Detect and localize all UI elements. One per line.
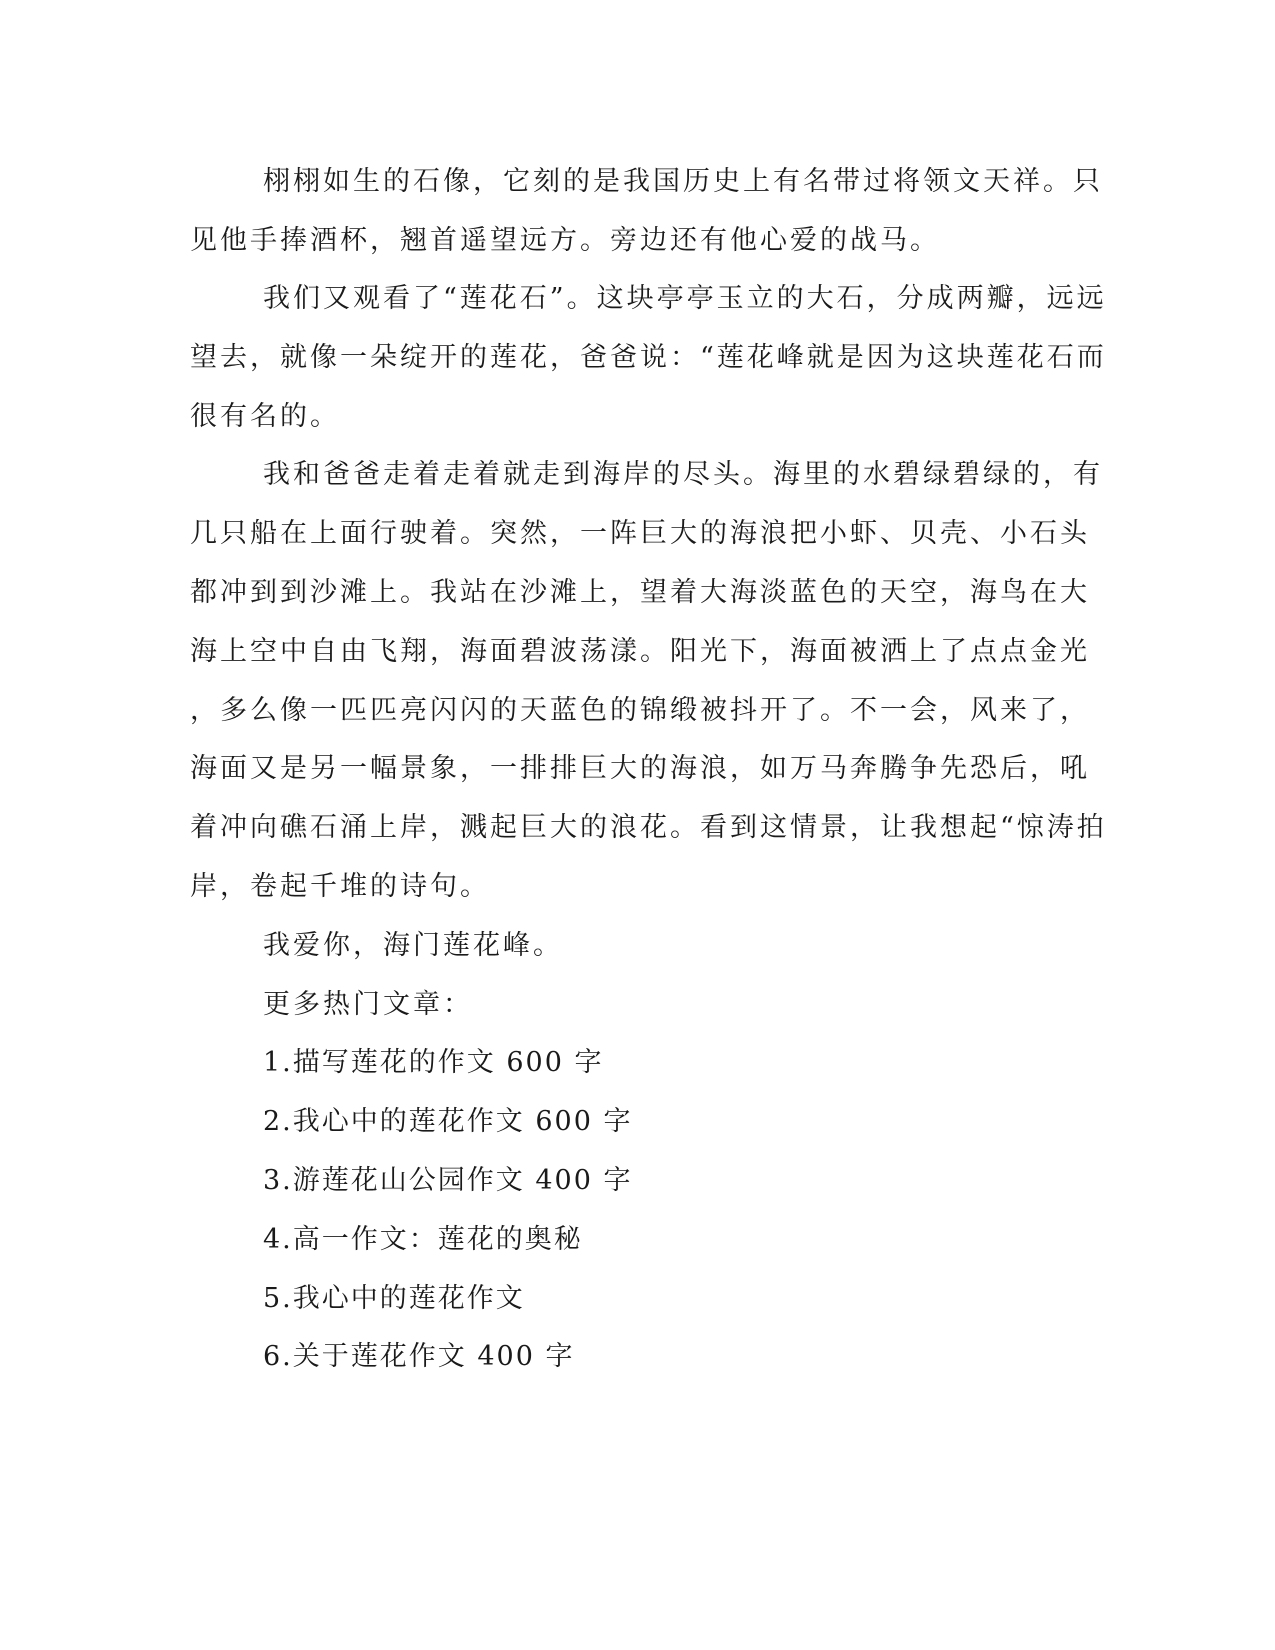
paragraph-3-line-8: 岸，卷起千堆的诗句。 bbox=[190, 871, 490, 902]
paragraph-1-line-2: 见他手捧酒杯，翘首遥望远方。旁边还有他心爱的战马。 bbox=[190, 225, 940, 256]
article-link[interactable]: 1.描写莲花的作文 600 字 bbox=[263, 1047, 604, 1078]
paragraph-3-line-2: 几只船在上面行驶着。突然，一阵巨大的海浪把小虾、贝壳、小石头 bbox=[190, 518, 1090, 549]
more-articles-heading: 更多热门文章： bbox=[263, 989, 473, 1020]
paragraph-2-line-3: 很有名的。 bbox=[190, 401, 340, 432]
paragraph-2-line-2: 望去，就像一朵绽开的莲花，爸爸说：“莲花峰就是因为这块莲花石而 bbox=[190, 342, 1107, 373]
article-link[interactable]: 6.关于莲花作文 400 字 bbox=[263, 1341, 575, 1372]
paragraph-3-line-5: ，多么像一匹匹亮闪闪的天蓝色的锦缎被抖开了。不一会，风来了， bbox=[190, 695, 1090, 726]
paragraph-4-line-1: 我爱你，海门莲花峰。 bbox=[263, 930, 563, 961]
article-link[interactable]: 3.游莲花山公园作文 400 字 bbox=[263, 1165, 633, 1196]
paragraph-3-line-3: 都冲到到沙滩上。我站在沙滩上，望着大海淡蓝色的天空，海鸟在大 bbox=[190, 577, 1090, 608]
paragraph-3-line-1: 我和爸爸走着走着就走到海岸的尽头。海里的水碧绿碧绿的，有 bbox=[263, 459, 1103, 490]
article-link[interactable]: 4.高一作文：莲花的奥秘 bbox=[263, 1224, 583, 1255]
paragraph-3-line-4: 海上空中自由飞翔，海面碧波荡漾。阳光下，海面被洒上了点点金光 bbox=[190, 636, 1090, 667]
paragraph-3-line-6: 海面又是另一幅景象，一排排巨大的海浪，如万马奔腾争先恐后，吼 bbox=[190, 753, 1090, 784]
paragraph-1-line-1: 栩栩如生的石像，它刻的是我国历史上有名带过将领文天祥。只 bbox=[263, 166, 1103, 197]
article-link[interactable]: 5.我心中的莲花作文 bbox=[263, 1283, 525, 1314]
paragraph-3-line-7: 着冲向礁石涌上岸，溅起巨大的浪花。看到这情景，让我想起“惊涛拍 bbox=[190, 812, 1107, 843]
article-link[interactable]: 2.我心中的莲花作文 600 字 bbox=[263, 1106, 633, 1137]
paragraph-2-line-1: 我们又观看了“莲花石”。这块亭亭玉立的大石，分成两瓣，远远 bbox=[263, 283, 1107, 314]
